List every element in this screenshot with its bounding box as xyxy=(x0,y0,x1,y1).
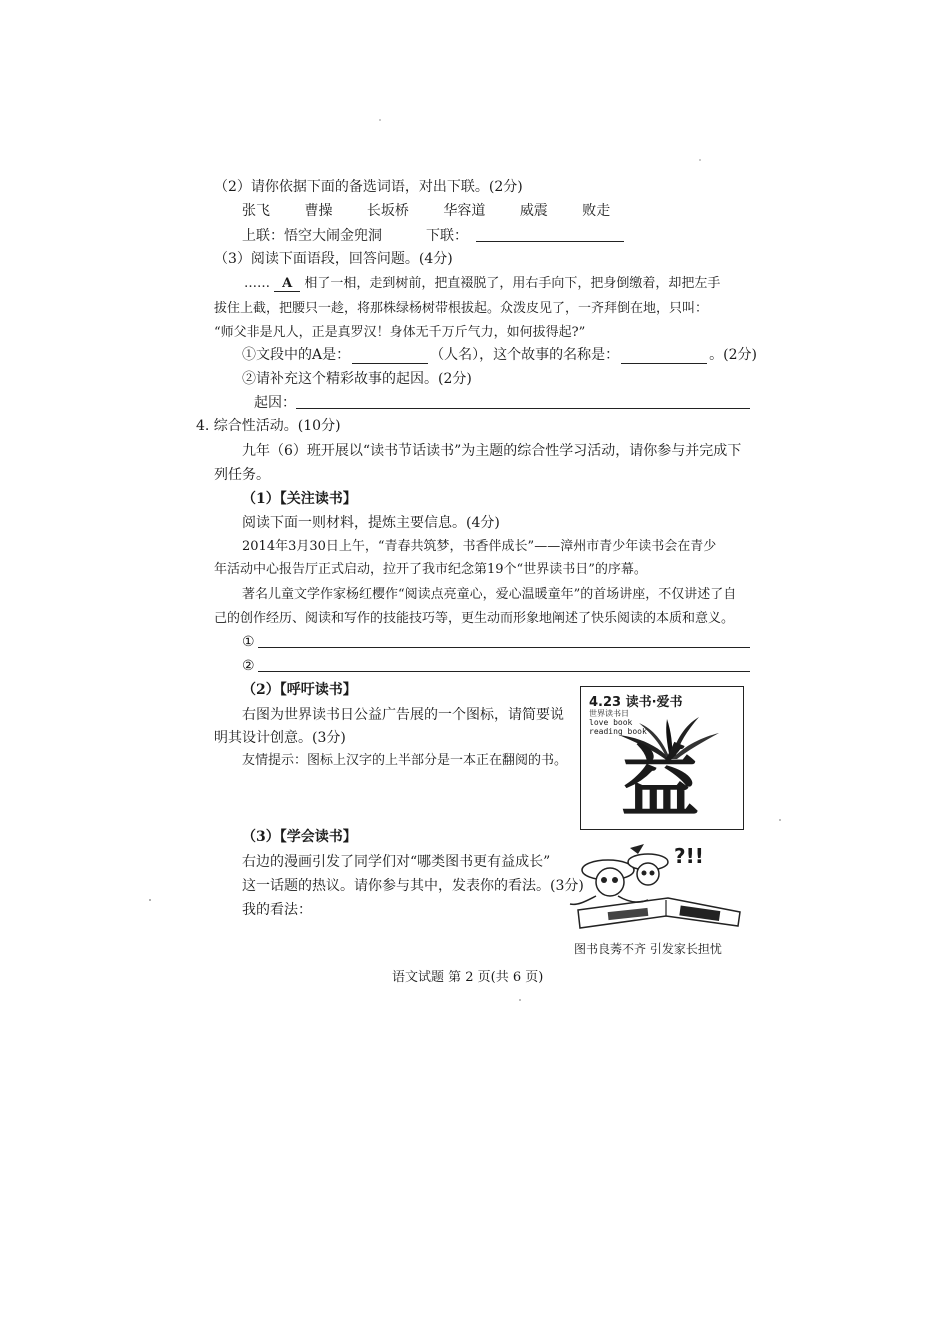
q2-lower-blank[interactable] xyxy=(476,241,624,242)
q4-intro: 九年（6）班开展以“读书节话读书”为主题的综合性学习活动，请你参与并完成下 xyxy=(242,443,742,459)
q3-sub1-score: 。(2分) xyxy=(709,347,757,363)
q3-ellipsis: …… xyxy=(244,276,270,291)
q2-heading: （2）请你依据下面的备选词语，对出下联。(2分) xyxy=(214,179,523,195)
q2-upper-couplet: 上联：悟空大闹金兜洞 xyxy=(242,228,382,244)
q3-name-blank[interactable] xyxy=(352,349,428,364)
q3-title-blank[interactable] xyxy=(621,349,707,364)
q4-s3-opinion-label: 我的看法： xyxy=(242,902,312,918)
cartoon-illustration xyxy=(548,840,748,940)
q3-passage-line: “师父非是凡人，正是真罗汉！身体无千万斤气力，如何拔得起?” xyxy=(214,325,586,340)
page-footer: 语文试题 第 2 页(共 6 页) xyxy=(392,970,544,985)
q4-s1-task: 阅读下面一则材料，提炼主要信息。(4分) xyxy=(242,515,500,531)
q4-s1-heading: （1）【关注读书】 xyxy=(242,491,357,507)
q3-cause-label: 起因： xyxy=(254,395,296,411)
q2-word: 长坂桥 xyxy=(366,203,409,219)
cartoon-caption: 图书良莠不齐 引发家长担忧 xyxy=(574,942,722,956)
q3-sub1 xyxy=(242,346,757,364)
q3-cause-blank[interactable] xyxy=(296,408,750,409)
q4-answer-mark-2: ② xyxy=(242,658,255,674)
q4-s1-material: 著名儿童文学作家杨红樱作“阅读点亮童心，爱心温暖童年”的首场讲座，不仅讲述了自 xyxy=(242,587,737,602)
q3-sub1-mid: （人名），这个故事的名称是： xyxy=(430,347,620,363)
logo-title: 4.23 读书·爱书 xyxy=(589,695,683,710)
q3-passage-text: 相了一相，走到树前，把直裰脱了，用右手向下，把身倒缴着，却把左手 xyxy=(304,276,721,291)
q4-s2-text: 右图为世界读书日公益广告展的一个图标，请简要说 xyxy=(242,707,564,723)
cartoon-drawing xyxy=(548,840,748,940)
logo-subtitle: 世界读书日 xyxy=(589,709,629,718)
q4-s1-material: 己的创作经历、阅读和写作的技能技巧等，更生动而形象地阐述了快乐阅读的本质和意义。 xyxy=(214,611,735,626)
q2-word: 败走 xyxy=(582,203,611,219)
q3-blank-a: A xyxy=(274,276,300,292)
q4-s1-material: 年活动中心报告厅正式启动，拉开了我市纪念第19个“世界读书日”的序幕。 xyxy=(214,562,647,577)
q4-s2-heading: （2）【呼吁读书】 xyxy=(242,682,357,698)
q4-s3-text: 右边的漫画引发了同学们对“哪类图书更有益成长” xyxy=(242,854,551,870)
q2-word: 威震 xyxy=(519,203,548,219)
q4-answer-line-2[interactable] xyxy=(258,671,750,672)
logo-subtitle: reading book xyxy=(589,727,647,736)
q3-heading: （3）阅读下面语段，回答问题。(4分) xyxy=(214,251,453,267)
q4-heading: 4. 综合性活动。(10分) xyxy=(196,418,341,434)
q4-answer-line-1[interactable] xyxy=(258,647,750,648)
q3-sub1-prompt: ①文段中的A是： xyxy=(242,347,351,363)
logo-subtitle: love book xyxy=(589,718,633,727)
q2-lower-label: 下联： xyxy=(426,228,468,244)
cartoon-exclamation-marks: ?!! xyxy=(674,844,704,868)
q3-passage-line xyxy=(244,275,720,293)
q4-s3-text: 这一话题的热议。请你参与其中，发表你的看法。(3分) xyxy=(242,878,584,894)
q2-word-list xyxy=(242,202,640,220)
q4-answer-mark-1: ① xyxy=(242,634,255,650)
q4-s2-text: 明其设计创意。(3分) xyxy=(214,730,346,746)
q2-word: 张飞 xyxy=(242,203,270,219)
q2-word: 曹操 xyxy=(304,203,333,219)
q3-passage-line: 拔住上截，把腰只一趁，将那株绿杨树带根拔起。众泼皮见了，一齐拜倒在地，只叫： xyxy=(214,301,709,316)
q3-sub2: ②请补充这个精彩故事的起因。(2分) xyxy=(242,371,472,387)
logo-character: 益 xyxy=(621,737,700,828)
world-book-day-logo xyxy=(580,686,744,830)
q2-word: 华容道 xyxy=(443,203,486,219)
q4-s1-material: 2014年3月30日上午，“青春共筑梦，书香伴成长”——漳州市青少年读书会在青少 xyxy=(242,539,717,554)
q4-s2-tip: 友情提示：图标上汉字的上半部分是一本正在翻阅的书。 xyxy=(242,753,568,768)
q4-intro: 列任务。 xyxy=(214,467,270,483)
q4-s3-heading: （3）【学会读书】 xyxy=(242,829,357,845)
